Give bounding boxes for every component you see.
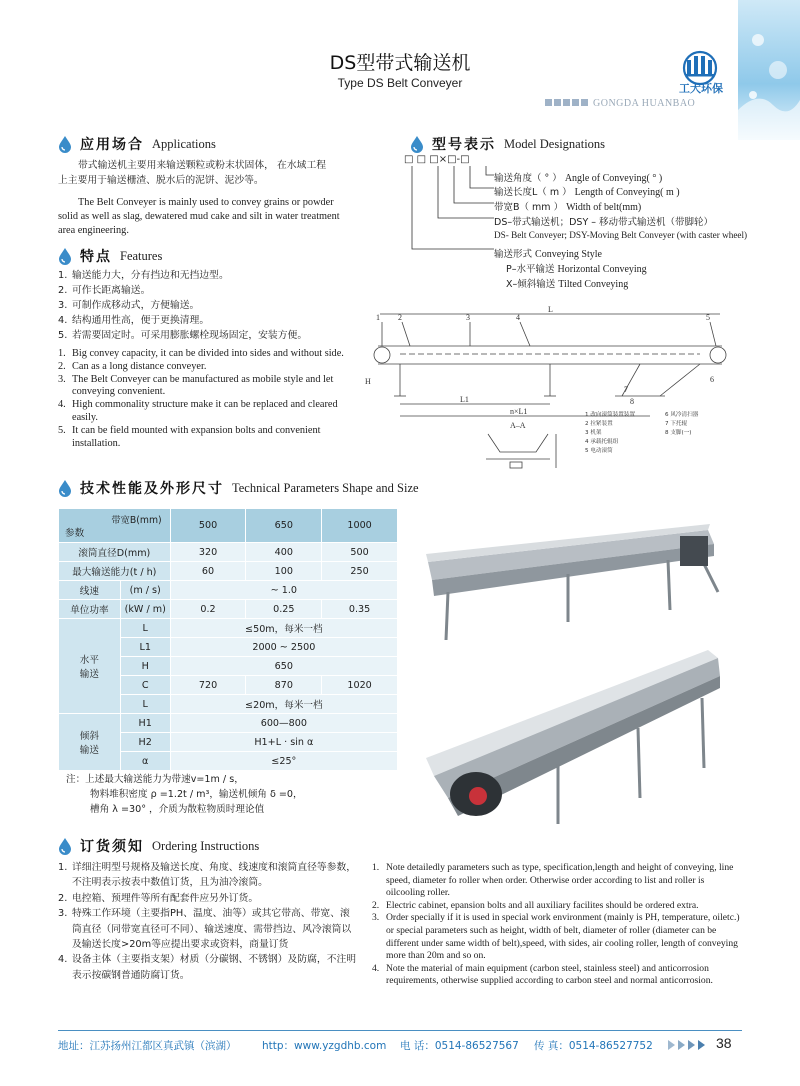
ordering-list-zh	[58, 860, 358, 983]
page-title: DS型带式输送机	[329, 52, 471, 74]
model-code: □ □ □×□-□	[404, 154, 470, 165]
drawing-label-5: 5	[706, 313, 710, 322]
drawing-label-AA: A–A	[510, 421, 526, 430]
drawing-legend-1: 1 改向滚筒装置装置	[585, 412, 636, 418]
applications-heading	[58, 134, 216, 154]
logo-text: 工大环保	[679, 82, 723, 95]
features-title-en: Features	[120, 248, 163, 263]
table-row: H2 H1+L · sin α	[59, 733, 398, 752]
list-item: 2. Can as a long distance conveyer.	[58, 360, 207, 372]
drawing-label-nL1: n×L1	[510, 407, 528, 416]
drawing-legend-4: 4 承载托辊组	[585, 439, 619, 445]
model-heading	[410, 134, 605, 154]
list-item: 5. 若需要固定时。可采用膨胀螺栓现场固定，安装方便。	[58, 330, 308, 341]
drawing-label-8: 8	[630, 397, 634, 406]
drawing-label-7: 7	[624, 385, 628, 394]
model-line-style: 输送形式 Conveying Style	[494, 249, 602, 260]
table-row: 滚筒直径D(mm) 320 400 500	[59, 543, 398, 562]
ordering-heading	[58, 836, 259, 856]
model-bracket-lines	[404, 166, 494, 256]
tech-title-en: Technical Parameters Shape and Size	[232, 480, 419, 495]
list-item: 1. Big convey capacity, it can be divided into sides and without side.	[58, 348, 344, 359]
drawing-label-H: H	[365, 377, 371, 386]
model-line-horizontal: P–水平输送 Horizontal Conveying	[506, 264, 647, 275]
footer-divider	[58, 1030, 742, 1031]
footer-fax: 传 真：0514-86527752	[534, 1040, 653, 1052]
table-row: H 650	[59, 657, 398, 676]
table-row: 最大输送能力(t / h) 60 100 250	[59, 562, 398, 581]
drawing-legend-3: 3 机架	[585, 430, 602, 436]
model-line-tilted: X–倾斜输送 Tilted Conveying	[506, 279, 629, 290]
list-item: 2. 可作长距离输送。	[58, 285, 151, 296]
model-title-zh: 型号表示	[432, 137, 496, 153]
table-row: 线速 (m / s) ~ 1.0	[59, 581, 398, 600]
drawing-legend-2: 2 拉紧装置	[585, 421, 613, 427]
list-item: 4. 结构通用性高，便于更换清理。	[58, 315, 210, 326]
model-line-type-en: DS- Belt Conveyer; DSY-Moving Belt Conveyer (with caster wheel)	[494, 230, 748, 240]
features-heading	[58, 246, 162, 266]
table-row: 倾斜 输送 H1 600—800	[59, 714, 398, 733]
list-item: 3. Order specially if it is used in special work environment (mainly is PH, temperature, oiletc.) or special parameters such as height, width of belt, diameter of roller (diameter can be different under same width of belt),speed, with sides, air cooling roller, length of conveying more than 20m and so on.	[372, 912, 740, 962]
conveyor-technical-drawing	[360, 304, 745, 476]
table-row: α ≤25°	[59, 752, 398, 771]
table-row	[59, 509, 398, 543]
ordering-title-zh: 订货须知	[80, 839, 144, 855]
table-header-cell: 500	[170, 509, 246, 543]
ordering-list-en	[372, 862, 744, 988]
list-item: 3. 可制作成移动式，方便输送。	[58, 300, 200, 311]
list-item: 4. High commonality structure make it can be replaced and cleared easily.	[58, 399, 338, 423]
tech-title-zh: 技术性能及外形尺寸	[80, 481, 224, 497]
list-item: 4. Note the material of main equipment (carbon steel, stainless steel) and anticorrosion requirements, otherwise supplied according to carbon steel and normal anticorrosion.	[372, 962, 713, 987]
drawing-label-2: 2	[398, 313, 402, 322]
drawing-label-3: 3	[466, 313, 470, 322]
table-row: 水平 输送 L ≤50m，每米一档	[59, 619, 398, 638]
table-row: C 720 870 1020	[59, 676, 398, 695]
table-header-diagonal: 带宽B(mm) 参数	[59, 509, 171, 543]
page-subtitle: Type DS Belt Conveyer	[337, 76, 463, 90]
list-item: 1. 详细注明型号规格及输送长度、角度、线速度和滚筒直径等参数，不注明表示按表中数值订货，且为油冷滚筒。	[58, 862, 357, 889]
drawing-legend-7: 7 下托辊	[665, 421, 688, 427]
conveyor-photo-top	[418, 522, 722, 642]
drawing-label-L1: L1	[460, 395, 469, 404]
model-title-en: Model Designations	[504, 136, 606, 151]
brand-bar	[545, 98, 695, 109]
page-number: 38	[716, 1035, 732, 1051]
features-list-zh	[58, 268, 398, 343]
tech-params-table	[58, 508, 398, 771]
tech-heading	[58, 478, 419, 498]
drawing-label-6: 6	[710, 375, 714, 384]
list-item: 4. 设备主体（主要指支架）材质（分碳钢、不锈钢）及防腐，不注明表示按碳钢普通防腐订货。	[58, 954, 357, 981]
water-drop-icon	[58, 135, 72, 153]
water-drop-icon	[58, 837, 72, 855]
applications-text-en: The Belt Conveyer is mainly used to convey grains or powder solid as well as slag, dewatered mud cake and silt in water treatment area engineering.	[58, 197, 340, 236]
model-line-type-zh: DS–带式输送机；DSY – 移动带式输送机（带脚轮）	[494, 217, 714, 228]
features-title-zh: 特点	[80, 249, 112, 265]
table-header-cell: 1000	[322, 509, 398, 543]
water-drop-icon	[410, 135, 424, 153]
list-item: 3. 特殊工作环境（主要指PH、温度、油等）或其它带高、带宽、滚筒直径（同带宽直径可不同）、输送速度、需带挡边、风冷滚筒以及输送长度>20m等应提出要求或资料，商量订货	[58, 908, 352, 951]
footer-website[interactable]: http：www.yzgdhb.com	[262, 1040, 387, 1052]
footer-address: 地址：江苏扬州江都区真武镇（滨湖）	[58, 1040, 237, 1052]
table-header-cell: 650	[246, 509, 322, 543]
list-item: 1. 输送能力大，分有挡边和无挡边型。	[58, 270, 229, 281]
applications-title-zh: 应用场合	[80, 137, 144, 153]
applications-title-en: Applications	[152, 136, 216, 151]
model-line-length: 输送长度L（ m ） Length of Conveying( m )	[494, 187, 680, 198]
drawing-label-1: 1	[376, 313, 380, 322]
drawing-legend-8: 8 支脚(一)	[665, 430, 692, 436]
arrow-right-icon	[668, 1040, 710, 1050]
applications-text-zh: 带式输送机主要用来输送颗粒或粉末状固体， 在水域工程 上主要用于输送栅渣、脱水后的泥饼、泥沙等。	[58, 160, 327, 186]
drawing-label-4: 4	[516, 313, 520, 322]
water-drop-icon	[58, 247, 72, 265]
table-row: L1 2000 ~ 2500	[59, 638, 398, 657]
brand-name: GONGDA HUANBAO	[593, 98, 696, 109]
drawing-label-L: L	[548, 305, 553, 314]
table-row: L ≤20m，每米一档	[59, 695, 398, 714]
conveyor-photo-bottom	[418, 648, 724, 826]
list-item: 3. The Belt Conveyer can be manufactured as mobile style and let conveying convenient.	[58, 373, 334, 398]
model-line-width: 带宽B（ mm ） Width of belt(mm)	[494, 202, 642, 213]
model-line-angle: 输送角度（ ° ） Angle of Conveying( ° )	[494, 173, 663, 184]
ordering-title-en: Ordering Instructions	[152, 838, 260, 853]
drawing-legend-6: 6 风冷清扫器	[665, 412, 699, 418]
footer-phone: 电 话：0514-86527567	[400, 1040, 519, 1052]
list-item: 2. Electric cabinet, epansion bolts and all auxiliary facilites should be ordered extra.	[372, 899, 699, 911]
features-list-en	[58, 348, 344, 450]
water-drop-icon	[58, 479, 72, 497]
drawing-legend-5: 5 电动滚筒	[585, 448, 613, 454]
list-item: 1. Note detailedly parameters such as type, specification,length and height of conveying, line speed, diameter fo roller when order. Otherwise order according to list and roller is oilcooling roller.	[372, 862, 734, 899]
list-item: 2. 电控箱、预埋件等所有配套件应另外订货。	[58, 892, 259, 904]
list-item: 5. It can be field mounted with expansion bolts and convenient installation.	[58, 424, 321, 449]
table-note: 注：上述最大输送能力为带速v=1m / s， 物料堆积密度 ρ =1.2t / m³，输送机倾角 δ =0， 槽角 λ =30° ，介质为散粒物质时理论值	[66, 774, 303, 815]
table-row: 单位功率 (kW / m) 0.2 0.25 0.35	[59, 600, 398, 619]
